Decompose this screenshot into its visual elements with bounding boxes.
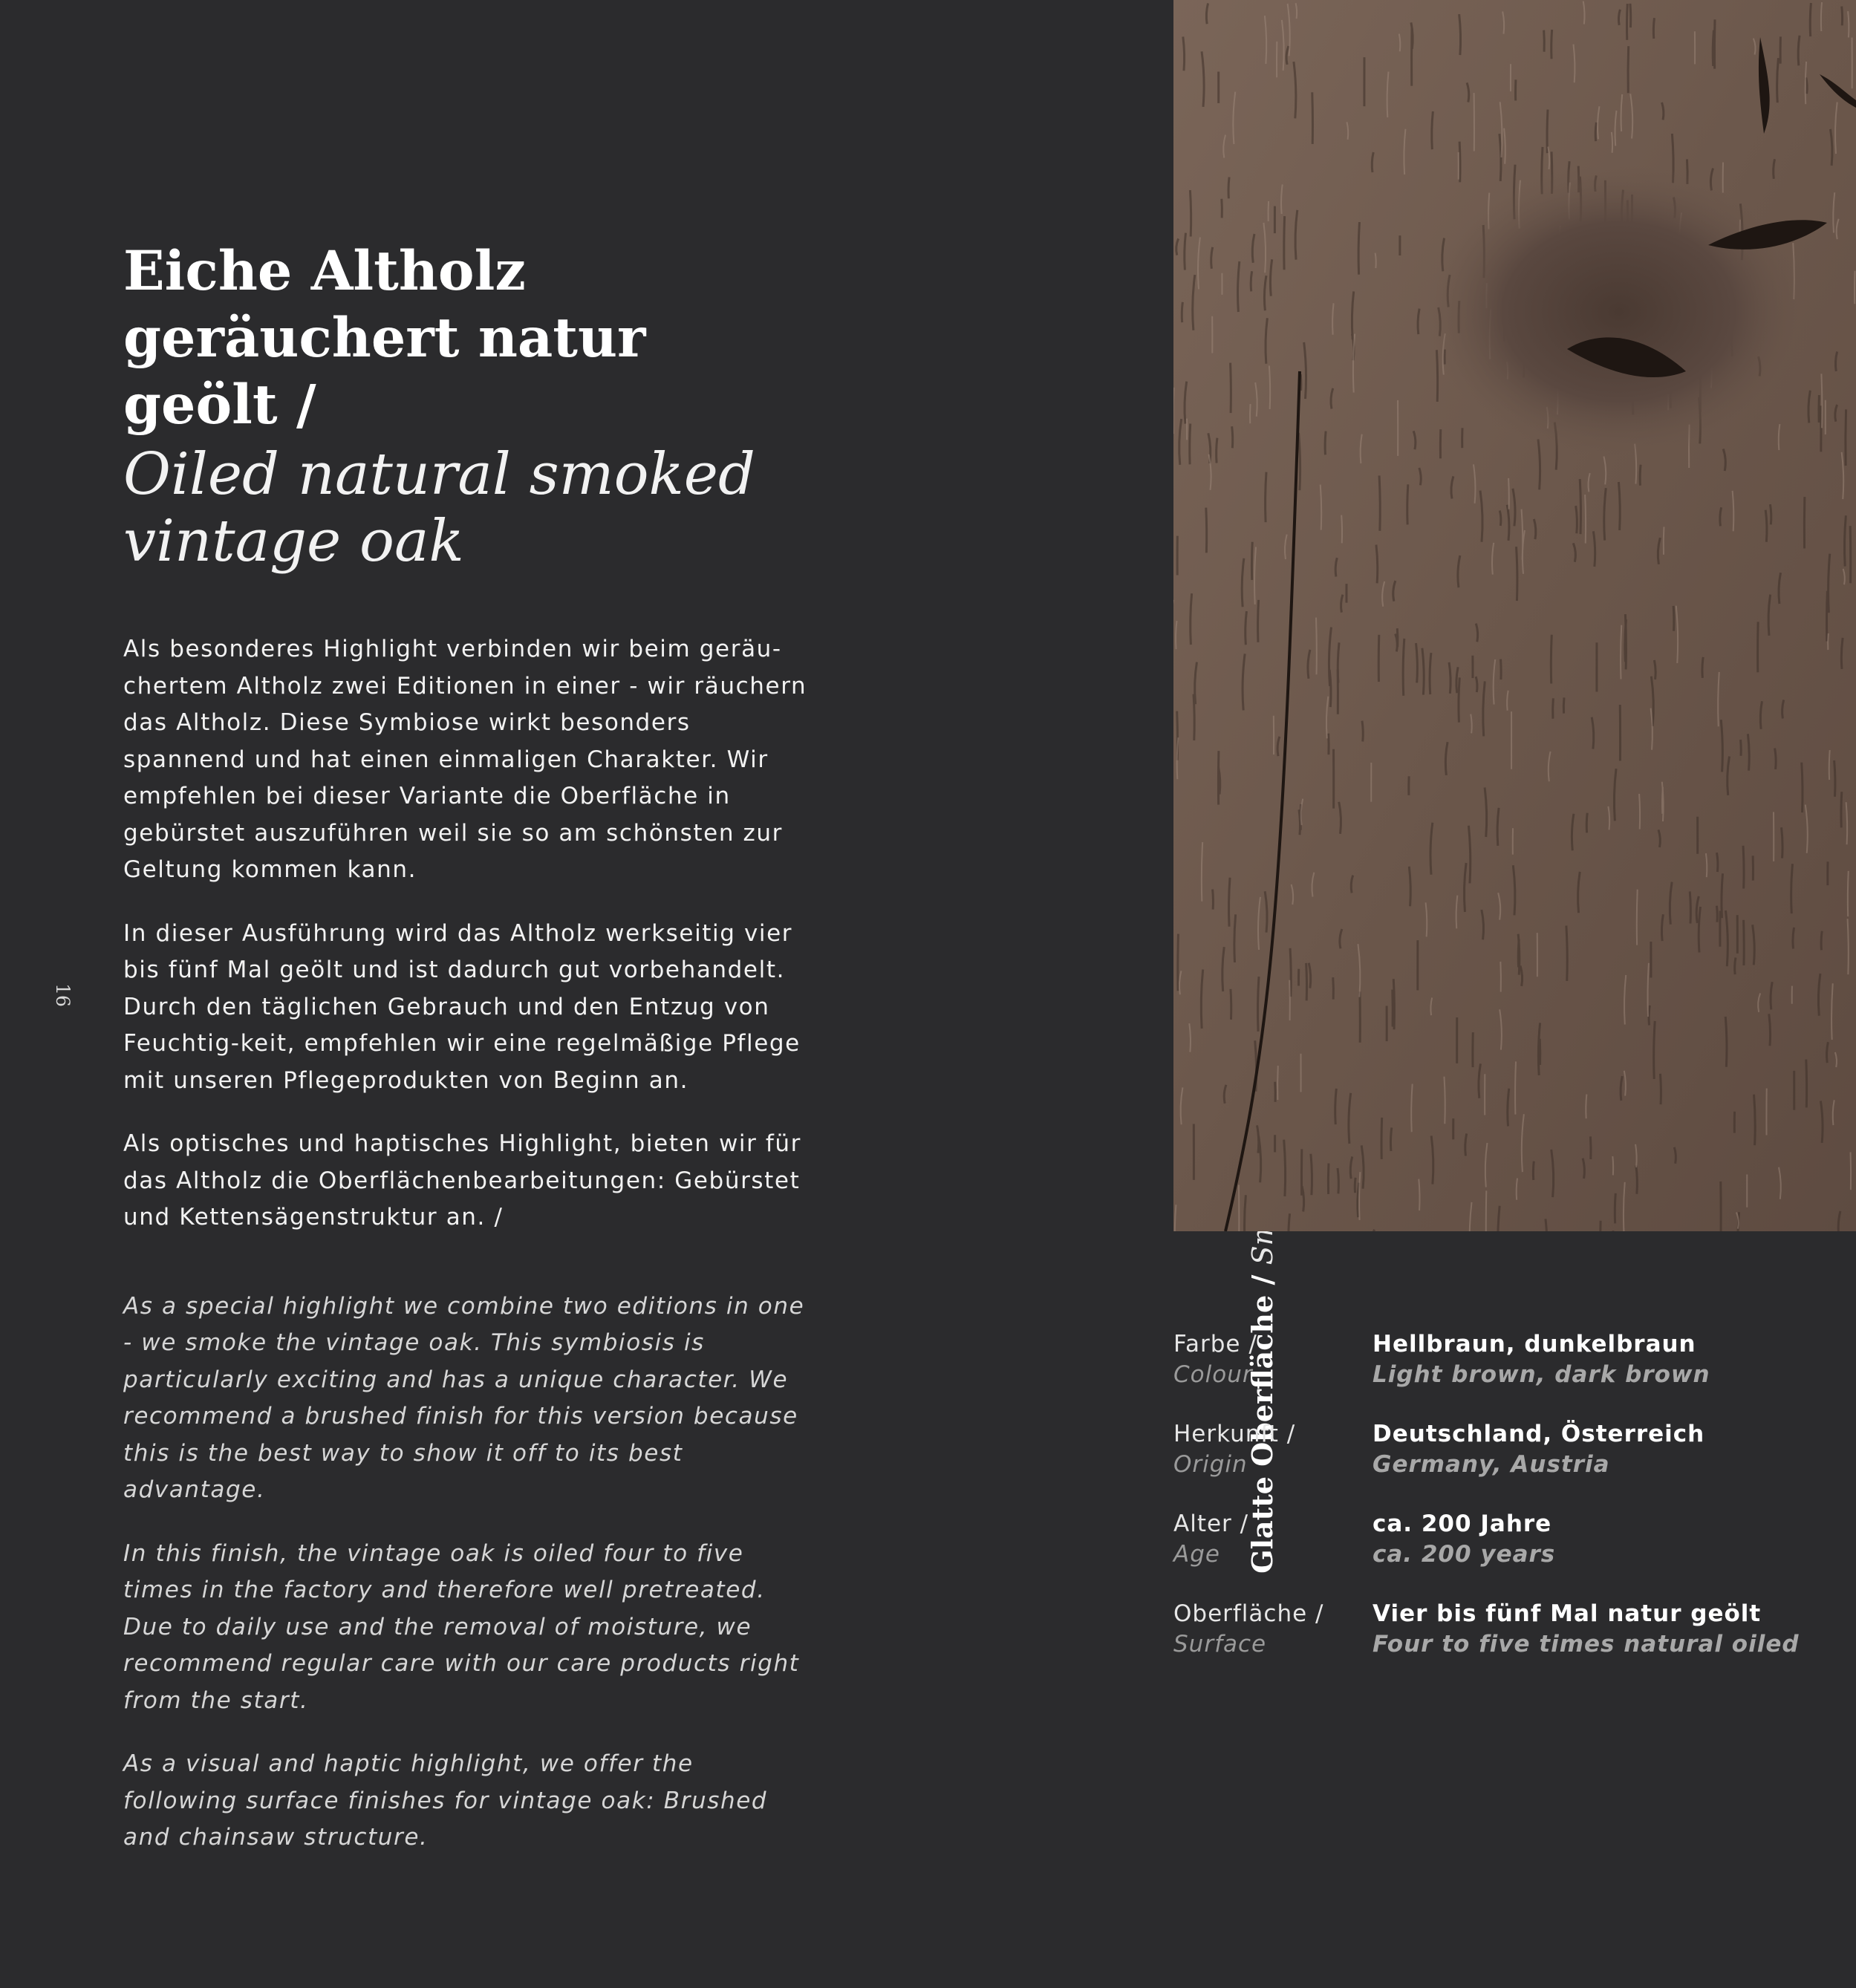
spec-label-en: Colour [1173,1361,1253,1388]
spec-label-de: Alter / [1173,1510,1249,1537]
spec-label [1173,1419,1373,1509]
title-line-1: Eiche Altholz [123,239,526,303]
spec-row-colour [1173,1329,1812,1419]
paragraph-en-2: In this finish, the vintage oak is oiled four to five times in the factory and therefore well pretreated. Due to daily use and the removal of moisture, we recommend regular care with our care products right from the start. [123,1539,800,1714]
paragraph-de-2: In dieser Ausführung wird das Altholz werkseitig vier bis fünf Mal geölt und ist dadurch gut vorbehandelt. Durch den täglichen Gebrauch und den Entzug von Feuchtig-keit, empfehlen wir eine regelmäßige Pflege mit unseren Pflegeprodukten von Beginn an. [123,919,801,1094]
specifications-table [1173,1329,1812,1689]
spec-value-de: Hellbraun, dunkelbraun [1373,1331,1696,1358]
spec-label-en: Origin [1173,1451,1248,1478]
spec-value-de: Deutschland, Österreich [1373,1421,1705,1447]
paragraph-en-3: As a visual and haptic highlight, we offer the following surface finishes for vintage oak: Brushed and chainsaw structure. [123,1750,768,1851]
page-title-english [123,441,814,575]
spec-row-age [1173,1509,1812,1599]
spec-value [1373,1329,1710,1419]
spec-label [1173,1599,1373,1689]
spec-value-en: ca. 200 years [1373,1541,1556,1568]
page-number: 16 [52,983,74,1007]
spec-value-en: Germany, Austria [1373,1451,1610,1478]
paragraph-en-1: As a special highlight we combine two editions in one - we smoke the vintage oak. This symbiosis is particularly exciting and has a unique character. We recommend a brushed finish for this version because this is the best way to show it off to its best advantage. [123,1292,805,1503]
body-text-german [123,631,814,1236]
spec-label-de: Oberfläche / [1173,1600,1324,1627]
main-text-column [123,238,814,1883]
spec-label [1173,1509,1373,1599]
wood-texture-image [1173,0,1856,1231]
page-title-german [123,238,814,438]
paragraph-de-1: Als besonderes Highlight verbinden wir beim geräu-chertem Altholz zwei Editionen in einer - wir räuchern das Altholz. Diese Symbiose wirkt besonders spannend und hat einen einmaligen Charakter. Wir empfehlen bei dieser Variante die Oberfläche in gebürstet auszuführen weil sie so am schönsten zur Geltung kommen kann. [123,636,807,883]
body-text-english [123,1288,814,1857]
spec-label-de: Herkunft / [1173,1421,1296,1447]
spec-value-en: Four to five times natural oiled [1373,1631,1800,1658]
spec-label [1173,1329,1373,1419]
spec-value-de: ca. 200 Jahre [1373,1510,1552,1537]
spec-row-origin [1173,1419,1812,1509]
side-label-separator: / [1246,1265,1279,1295]
spec-value-de: Vier bis fünf Mal natur geölt [1373,1600,1762,1627]
spec-value [1373,1509,1555,1599]
paragraph-de-3: Als optisches und haptisches Highlight, bieten wir für das Altholz die Oberflächenbearbeitungen: Gebürstet und Kettensägenstruktur an. / [123,1130,802,1231]
side-label-german: Glatte Oberfläche [1246,1294,1279,1574]
title-line-2: geräuchert natur geölt / [123,306,646,437]
subtitle-line-2: vintage oak [123,508,464,575]
subtitle-line-1: Oiled natural smoked [123,441,755,508]
spec-label-de: Farbe / [1173,1331,1257,1358]
spec-value [1373,1599,1800,1689]
spec-value-en: Light brown, dark brown [1373,1361,1710,1388]
spec-label-en: Surface [1173,1631,1267,1658]
spec-label-en: Age [1173,1541,1220,1568]
spec-value [1373,1419,1704,1509]
spec-row-surface [1173,1599,1812,1689]
